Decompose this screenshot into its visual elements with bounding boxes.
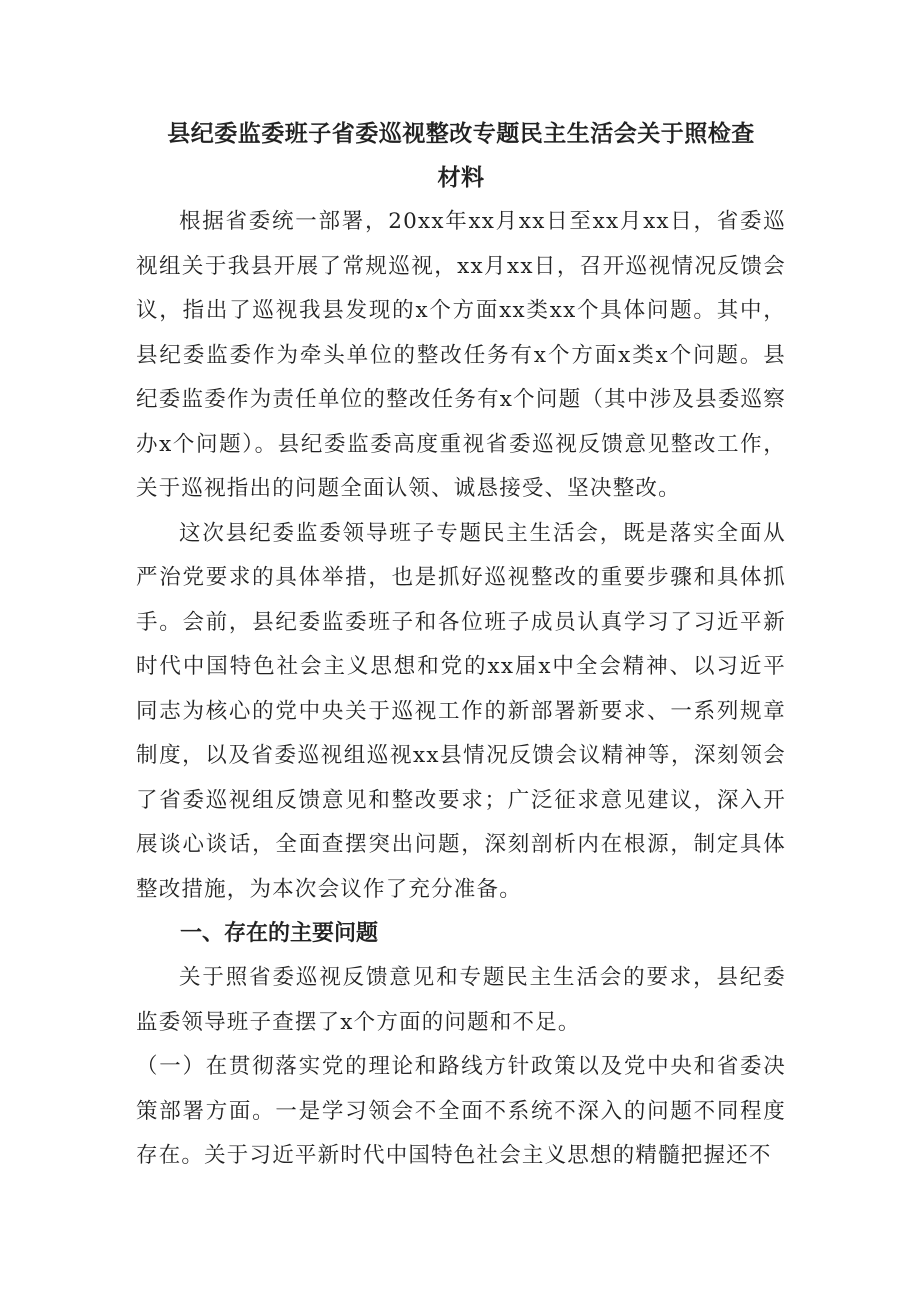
document-title-line-1: 县纪委监委班子省委巡视整改专题民主生活会关于照检查: [167, 121, 755, 147]
item-one-paragraph: （一）在贯彻落实党的理论和路线方针政策以及党中央和省委决策部署方面。一是学习领会不全面不系统不深入的问题不同程度存在。关于习近平新时代中国特色社会主义思想的精髓把握还不: [136, 1054, 786, 1168]
paragraph-preparation: 这次县纪委监委领导班子专题民主生活会，既是落实全面从严治党要求的具体举措，也是抓好巡视整改的重要步骤和具体抓手。会前，县纪委监委班子和各位班子成员认真学习了习近平新时代中国特色社会主义思想和党的xx届x中全会精神、以习近平同志为核心的党中央关于巡视工作的新部署新要求、一系列规章制度，以及省委巡视组巡视xx县情况反馈会议精神等，深刻领会了省委巡视组反馈意见和整改要求；广泛征求意见建议，深入开展谈心谈话，全面查摆突出问题，深刻剖析内在根源，制定具体整改措施，为本次会议作了充分准备。: [136, 520, 786, 902]
section-intro-paragraph: 关于照省委巡视反馈意见和专题民主生活会的要求，县纪委监委领导班子查摆了x个方面的问题和不足。: [136, 965, 786, 1035]
document-content: [136, 112, 786, 1179]
document-title-line-2: 材料: [437, 165, 485, 191]
section-heading-main-problems: 一、存在的主要问题: [180, 921, 379, 946]
paragraph-background: 根据省委统一部署，20xx年xx月xx日至xx月xx日，省委巡视组关于我县开展了常规巡视，xx月xx日，召开巡视情况反馈会议，指出了巡视我县发现的x个方面xx类xx个具体问题。其中，县纪委监委作为牵头单位的整改任务有x个方面x类x个问题。县纪委监委作为责任单位的整改任务有x个问题（其中涉及县委巡察办x个问题）。县纪委监委高度重视省委巡视反馈意见整改工作，关于巡视指出的问题全面认领、诚恳接受、坚决整改。: [136, 209, 786, 501]
